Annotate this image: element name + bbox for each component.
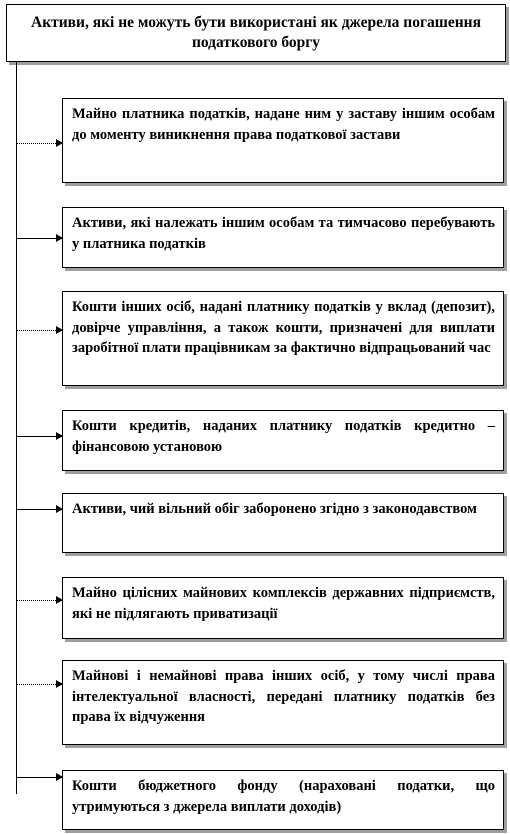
- asset-text: Майнові і немайнові права інших осіб, у тому числі права інтелектуальної власності, передані платнику податків без права їх відчуження: [72, 668, 495, 725]
- asset-text: Майно цілісних майнових комплексів державних підприємств, які не підлягають приватизації: [72, 585, 495, 622]
- diagram-header-box: [6, 4, 506, 62]
- connector-arrow-7: [16, 684, 62, 685]
- connector-arrow-5: [16, 509, 62, 510]
- connector-arrow-6: [16, 600, 62, 601]
- asset-box-1: [62, 98, 504, 183]
- diagram-title: Активи, які не можуть бути використані як джерела погашення податкового боргу: [31, 14, 481, 51]
- asset-text: Майно платника податків, надане ним у заставу іншим особам до моменту виникнення права податкової застави: [72, 106, 495, 143]
- asset-box-2: [62, 207, 504, 268]
- asset-box-7: [62, 660, 504, 745]
- connector-arrow-1: [16, 143, 62, 144]
- connector-arrow-2: [16, 238, 62, 239]
- connector-arrow-4: [16, 436, 62, 437]
- asset-box-6: [62, 577, 504, 639]
- asset-box-5: [62, 493, 504, 553]
- asset-text: Кошти кредитів, наданих платнику податків кредитно – фінансовою установою: [72, 418, 495, 455]
- asset-box-3: [62, 291, 504, 386]
- asset-box-4: [62, 410, 504, 471]
- asset-text: Активи, чий вільний обіг заборонено згідно з законодавством: [72, 501, 477, 517]
- asset-text: Кошти бюджетного фонду (нараховані податки, що утримуються з джерела виплати доходів): [72, 778, 495, 815]
- asset-text: Активи, які належать іншим особам та тимчасово перебувають у платника податків: [72, 215, 495, 252]
- asset-text: Кошти інших осіб, надані платнику податків у вклад (депозит), довірче управління, а також кошти, призначені для виплати заробітної плати працівникам за фактично відпрацьований час: [72, 299, 495, 356]
- connector-arrow-3: [16, 330, 62, 331]
- connector-arrow-8: [16, 777, 62, 778]
- asset-box-8: [62, 770, 504, 830]
